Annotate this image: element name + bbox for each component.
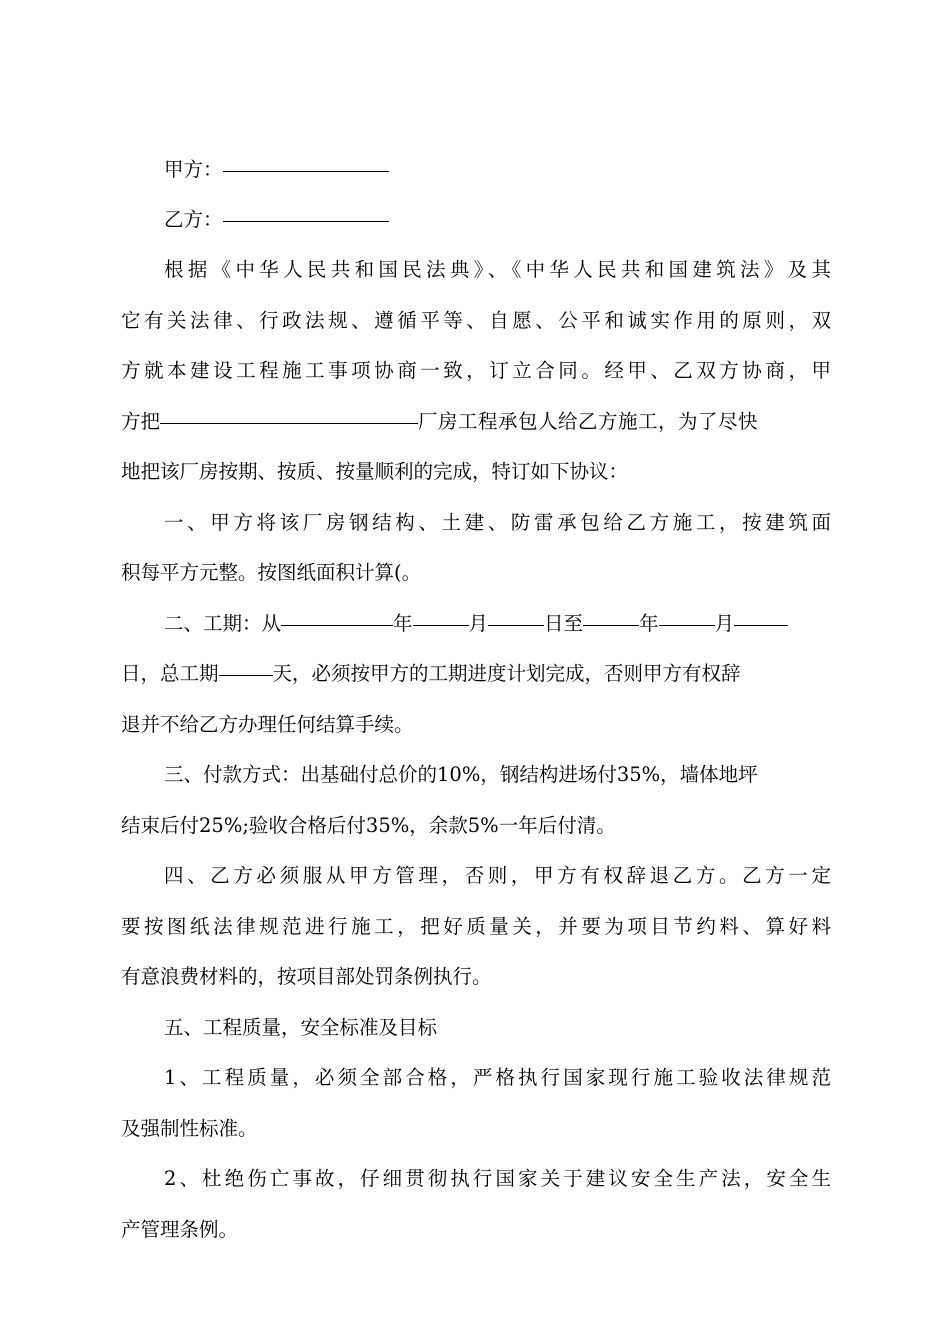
start-year-blank bbox=[281, 624, 393, 626]
clause-5-item-1-line-2: 及强制性标准。 bbox=[121, 1116, 258, 1140]
clause-2-line-2 bbox=[121, 649, 831, 700]
party-b-label: 乙方： bbox=[164, 208, 223, 231]
clause-1-line-2: 积每平方元整。按图纸面积计算(。 bbox=[121, 561, 422, 584]
party-a-label: 甲方： bbox=[164, 158, 223, 181]
contract-document bbox=[121, 145, 831, 1255]
clause-5-item-1-line-1: 1、工程质量，必须全部合格，严格执行国家现行施工验收法律规范 bbox=[164, 1066, 831, 1089]
preamble-line-2: 它有关法律、行政法规、遵循平等、自愿、公平和诚实作用的原则，双 bbox=[121, 308, 831, 332]
clause-5-heading: 五、工程质量，安全标准及目标 bbox=[164, 1015, 438, 1039]
clause-2-line-2-b: 天，必须按甲方的工期进度计划完成，否则甲方有权辞 bbox=[272, 662, 741, 685]
party-b-blank bbox=[223, 220, 389, 222]
clause-4-line-3: 有意浪费材料的，按项目部处罚条例执行。 bbox=[121, 965, 492, 988]
clause-2-year: 年 bbox=[393, 611, 413, 635]
clause-3-line-1: 三、付款方式：出基础付总价的10%，钢结构进场付35%，墙体地坪 bbox=[164, 763, 758, 786]
clause-2-month: 月 bbox=[468, 611, 489, 635]
party-a-line bbox=[121, 145, 831, 195]
preamble-line-3: 方就本建设工程施工事项协商一致，订立合同。经甲、乙双方协商，甲 bbox=[121, 359, 831, 382]
preamble-line-4-start: 方把 bbox=[121, 409, 161, 433]
clause-2-month-2: 月 bbox=[714, 611, 735, 635]
party-a-blank bbox=[223, 170, 389, 172]
clause-5-item-2-line-1: 2、杜绝伤亡事故，仔细贯彻执行国家关于建议安全生产法，安全生 bbox=[164, 1167, 831, 1190]
total-days-blank bbox=[219, 674, 273, 676]
clause-4-line-2: 要按图纸法律规范进行施工，把好质量关，并要为项目节约料、算好料 bbox=[121, 914, 831, 938]
preamble-line-5: 地把该厂房按期、按质、按量顺利的完成，特订如下协议： bbox=[121, 460, 629, 483]
project-name-blank bbox=[160, 422, 418, 424]
clause-2-day-to: 日至 bbox=[544, 611, 584, 635]
clause-1-line-1: 一、甲方将该厂房钢结构、土建、防雷承包给乙方施工，按建筑面 bbox=[164, 510, 831, 534]
end-year-blank bbox=[583, 624, 639, 626]
clause-2-prefix: 二、工期：从 bbox=[164, 611, 282, 635]
clause-2-year-2: 年 bbox=[639, 611, 659, 635]
clause-2-line-2-a: 日，总工期 bbox=[121, 662, 219, 685]
preamble-line-1: 根据《中华人民共和国民法典》、《中华人民共和国建筑法》及其 bbox=[164, 258, 831, 281]
start-month-blank bbox=[413, 624, 469, 626]
clause-2-line-1 bbox=[121, 599, 831, 650]
clause-2-line-3: 退并不给乙方办理任何结算手续。 bbox=[121, 712, 414, 736]
clause-3-line-2: 结束后付25%;验收合格后付35%，余款5%一年后付清。 bbox=[121, 813, 616, 837]
end-day-blank bbox=[734, 624, 788, 626]
start-day-blank bbox=[488, 624, 544, 626]
clause-5-item-2-line-2: 产管理条例。 bbox=[121, 1217, 239, 1241]
preamble-line-4 bbox=[121, 397, 831, 448]
clause-4-line-1: 四、乙方必须服从甲方管理，否则，甲方有权辞退乙方。乙方一定 bbox=[164, 864, 831, 887]
preamble-line-4-end: 厂房工程承包人给乙方施工，为了尽快 bbox=[418, 409, 759, 433]
end-month-blank bbox=[659, 624, 715, 626]
party-b-line bbox=[121, 195, 831, 245]
